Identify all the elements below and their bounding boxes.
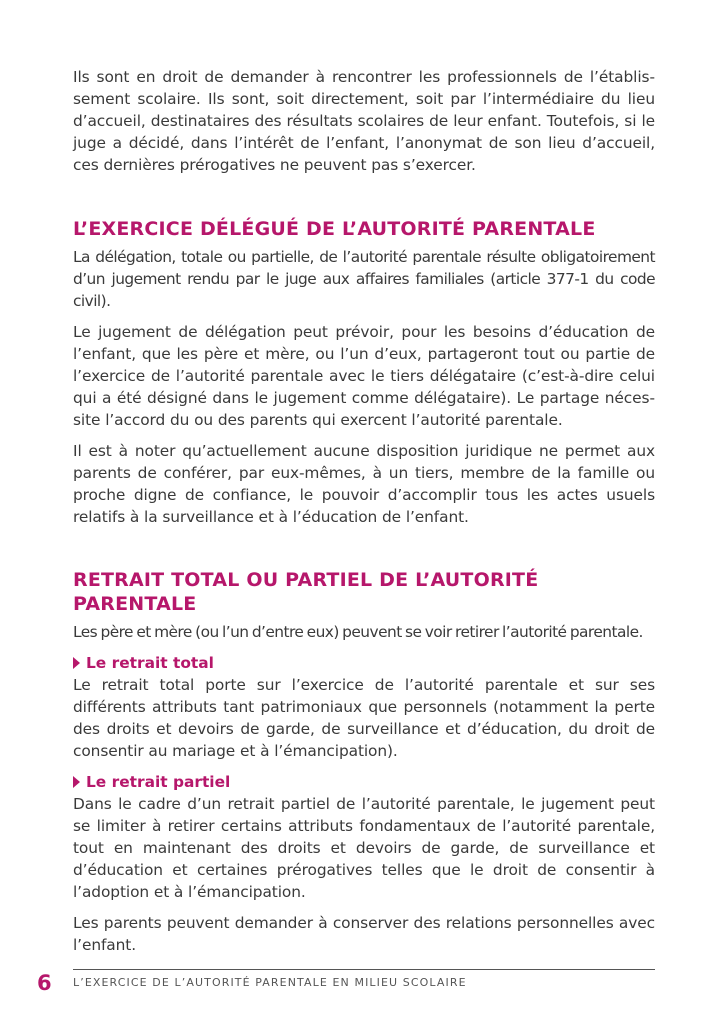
closing-paragraph: Les parents peuvent demander à conserver des relations personnelles avec l’enfant. (73, 914, 655, 954)
retrait-intro-paragraph: Les père et mère (ou l’un d’entre eux) peuvent se voir retirer l’autorité parentale. (73, 623, 643, 641)
retrait-partiel-heading-text: Le retrait partiel (86, 773, 231, 791)
section-title-retrait: RETRAIT TOTAL OU PARTIEL DE L’AUTORITÉ PARENTALE (73, 569, 539, 615)
delegation-paragraph-2: Le jugement de délégation peut prévoir, pour les besoins d’éducation de l’enfant, que les père et mère, ou l’un d’eux, partageront tout ou partie de l’exercice de l’autorité parentale avec le tiers délégataire (c’est-à-dire celui qui a été désigné dans le jugement comme délégataire). Le partage nécessite l’accord du ou des parents qui exercent l’autorité parentale. (73, 323, 655, 429)
page-number: 6 (37, 971, 52, 995)
delegation-paragraph-1: La délégation, totale ou partielle, de l’autorité parentale résulte obligatoirement d’un jugement rendu par le juge aux affaires familiales (article 377-1 du code civil). (73, 248, 655, 310)
retrait-partiel-subheading (73, 771, 655, 793)
retrait-total-heading-text: Le retrait total (86, 654, 214, 672)
triangle-bullet-icon (73, 776, 80, 788)
retrait-total-paragraph: Le retrait total porte sur l’exercice de l’autorité parentale et sur ses différents attributs tant patrimoniaux que personnels (notamment la perte des droits et devoirs de garde, de surveillance et d’éducation, du droit de consentir au mariage et à l’émancipation). (73, 676, 655, 760)
footer-divider (73, 969, 655, 970)
retrait-partiel-paragraph: Dans le cadre d’un retrait partiel de l’autorité parentale, le jugement peut se limiter à retirer certains attributs fondamentaux de l’autorité parentale, tout en maintenant des droits et devoirs de garde, de surveillance et d’éducation et certaines prérogatives telles que le droit de consentir à l’adoption et à l’émancipation. (73, 795, 655, 901)
running-footer-title: L’EXERCICE DE L’AUTORITÉ PARENTALE EN MILIEU SCOLAIRE (73, 976, 467, 989)
retrait-partiel-block (73, 771, 655, 903)
triangle-bullet-icon (73, 657, 80, 669)
retrait-total-block (73, 652, 655, 762)
delegation-paragraph-3: Il est à noter qu’actuellement aucune disposition juridique ne permet aux parents de conférer, par eux-mêmes, à un tiers, membre de la famille ou proche digne de confiance, le pouvoir d’accomplir tous les actes usuels relatifs à la surveillance et à l’éducation de l’enfant. (73, 442, 655, 526)
retrait-total-subheading (73, 652, 655, 674)
page-content (73, 66, 655, 956)
intro-paragraph: Ils sont en droit de demander à rencontrer les professionnels de l’établissement scolaire. Ils sont, soit directement, soit par l’intermédiaire du lieu d’accueil, destinataires des résultats scolaires de leur enfant. Toutefois, si le juge a décidé, dans l’intérêt de l’enfant, l’anonymat de son lieu d’accueil, ces dernières prérogatives ne peuvent pas s’exercer. (73, 68, 655, 174)
section-title-delegation: L’EXERCICE DÉLÉGUÉ DE L’AUTORITÉ PARENTALE (73, 218, 596, 240)
